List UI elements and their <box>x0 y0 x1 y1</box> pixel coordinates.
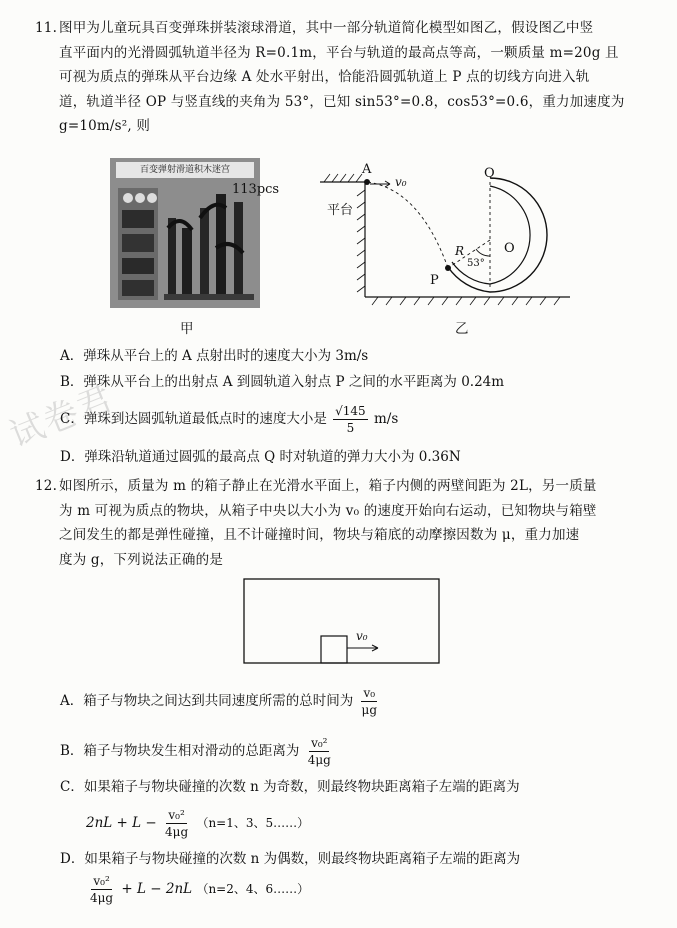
q12-number: 12. <box>35 478 58 494</box>
fraction-numerator: v₀² <box>168 808 185 822</box>
q11-stem-line: 可视为质点的弹珠从平台边缘 A 处水平射出，恰能沿圆弧轨道上 P 点的切线方向进入轨 <box>59 69 590 85</box>
q12-option-c: C．如果箱子与物块碰撞的次数 n 为奇数，则最终物块距离箱子左端的距离为 <box>60 779 520 795</box>
figure-jia-caption: 甲 <box>180 321 194 337</box>
formula-text: + L − 2nL <box>121 881 193 897</box>
fraction-denominator: μg <box>361 703 378 717</box>
q11-option-c-text: C．弹珠到达圆弧轨道最低点时的速度大小是 <box>60 411 327 427</box>
box-diagram <box>243 578 443 668</box>
q11-stem-line: 直平面内的光滑圆弧轨道半径为 R=0.1m，平台与轨道的最高点等高，一颗质量 m=20g 且 <box>59 44 619 61</box>
fraction-denominator: 4μg <box>307 753 331 767</box>
q11-stem-line: g=10m/s², 则 <box>59 118 151 134</box>
q12-stem-line: 度为 g，下列说法正确的是 <box>59 551 224 568</box>
label-Q: Q <box>484 166 495 181</box>
q12-stem-line: 如图所示，质量为 m 的箱子静止在光滑水平面上，箱子内侧的两壁间距为 2L，另一质量 <box>59 478 597 494</box>
fraction-numerator: v₀² <box>311 736 328 750</box>
toy-photo <box>110 158 260 308</box>
label-O: O <box>504 241 515 256</box>
formula-condition: （n=2、4、6……） <box>196 882 310 896</box>
q12-option-b <box>60 736 335 767</box>
label-A: A <box>362 162 372 177</box>
fraction-numerator: √145 <box>335 404 366 418</box>
fraction <box>163 808 190 839</box>
figure-yi-caption: 乙 <box>455 321 469 337</box>
q12-stem <box>35 474 645 572</box>
fraction-denominator: 4μg <box>90 891 114 905</box>
label-v0: v₀ <box>395 175 407 189</box>
fraction <box>333 404 368 435</box>
q11-stem-line: 图甲为儿童玩具百变弹珠拼装滚球滑道，其中一部分轨道简化模型如图乙，假设图乙中竖 <box>59 20 594 36</box>
q12-stem-line: 之间发生的都是弹性碰撞，且不计碰撞时间，物块与箱底的动摩擦因数为 μ，重力加速 <box>59 527 580 543</box>
q12-option-d: D．如果箱子与物块碰撞的次数 n 为偶数，则最终物块距离箱子左端的距离为 <box>60 851 521 867</box>
fraction-numerator: v₀ <box>363 686 376 700</box>
q11-stem-line: 道，轨道半径 OP 与竖直线的夹角为 53°，已知 sin53°=0.8，cos53°=0.6，重力加速度为 <box>59 93 625 110</box>
fraction-numerator: v₀² <box>93 874 110 888</box>
fraction <box>88 874 115 905</box>
q11-option-a: A．弹珠从平台上的 A 点射出时的速度大小为 3m/s <box>60 348 369 364</box>
q12-option-b-text: B．箱子与物块发生相对滑动的总距离为 <box>60 743 300 759</box>
platform-hatch <box>324 174 362 182</box>
toy-illustration <box>110 158 260 308</box>
formula-text: 2nL + L − <box>86 815 157 831</box>
fraction <box>306 736 333 767</box>
label-R: R <box>455 244 465 258</box>
track-diagram <box>320 160 590 310</box>
q12-option-a <box>60 686 381 717</box>
q12-option-c-formula <box>86 808 309 839</box>
q12-option-d-formula <box>86 874 309 905</box>
q11-option-c-unit: m/s <box>374 411 399 427</box>
label-angle: 53° <box>467 258 485 269</box>
q12-stem-line: 为 m 可视为质点的物块，从箱子中央以大小为 v₀ 的速度开始向右运动，已知物块与箱壁 <box>59 502 597 519</box>
label-platform: 平台 <box>327 203 354 218</box>
q11-option-d: D．弹珠沿轨道通过圆弧的最高点 Q 时对轨道的弹力大小为 0.36N <box>60 449 461 465</box>
q11-number: 11. <box>35 20 58 36</box>
label-P: P <box>430 273 439 288</box>
box-label-v0: v₀ <box>356 629 368 643</box>
photo-title: 百变弹射滑道积木迷宫 <box>116 162 254 178</box>
q11-option-b: B．弹珠从平台上的出射点 A 到圆轨道入射点 P 之间的水平距离为 0.24m <box>60 374 505 390</box>
fraction <box>360 686 379 717</box>
formula-condition: （n=1、3、5……） <box>196 816 310 830</box>
q12-option-a-text: A．箱子与物块之间达到共同速度所需的总时间为 <box>60 693 354 709</box>
fraction-denominator: 5 <box>346 421 355 435</box>
pcs-label: 113pcs <box>232 182 280 197</box>
q11-stem <box>35 16 645 139</box>
fraction-denominator: 4μg <box>165 825 189 839</box>
watermark: 试卷君 <box>4 378 120 456</box>
